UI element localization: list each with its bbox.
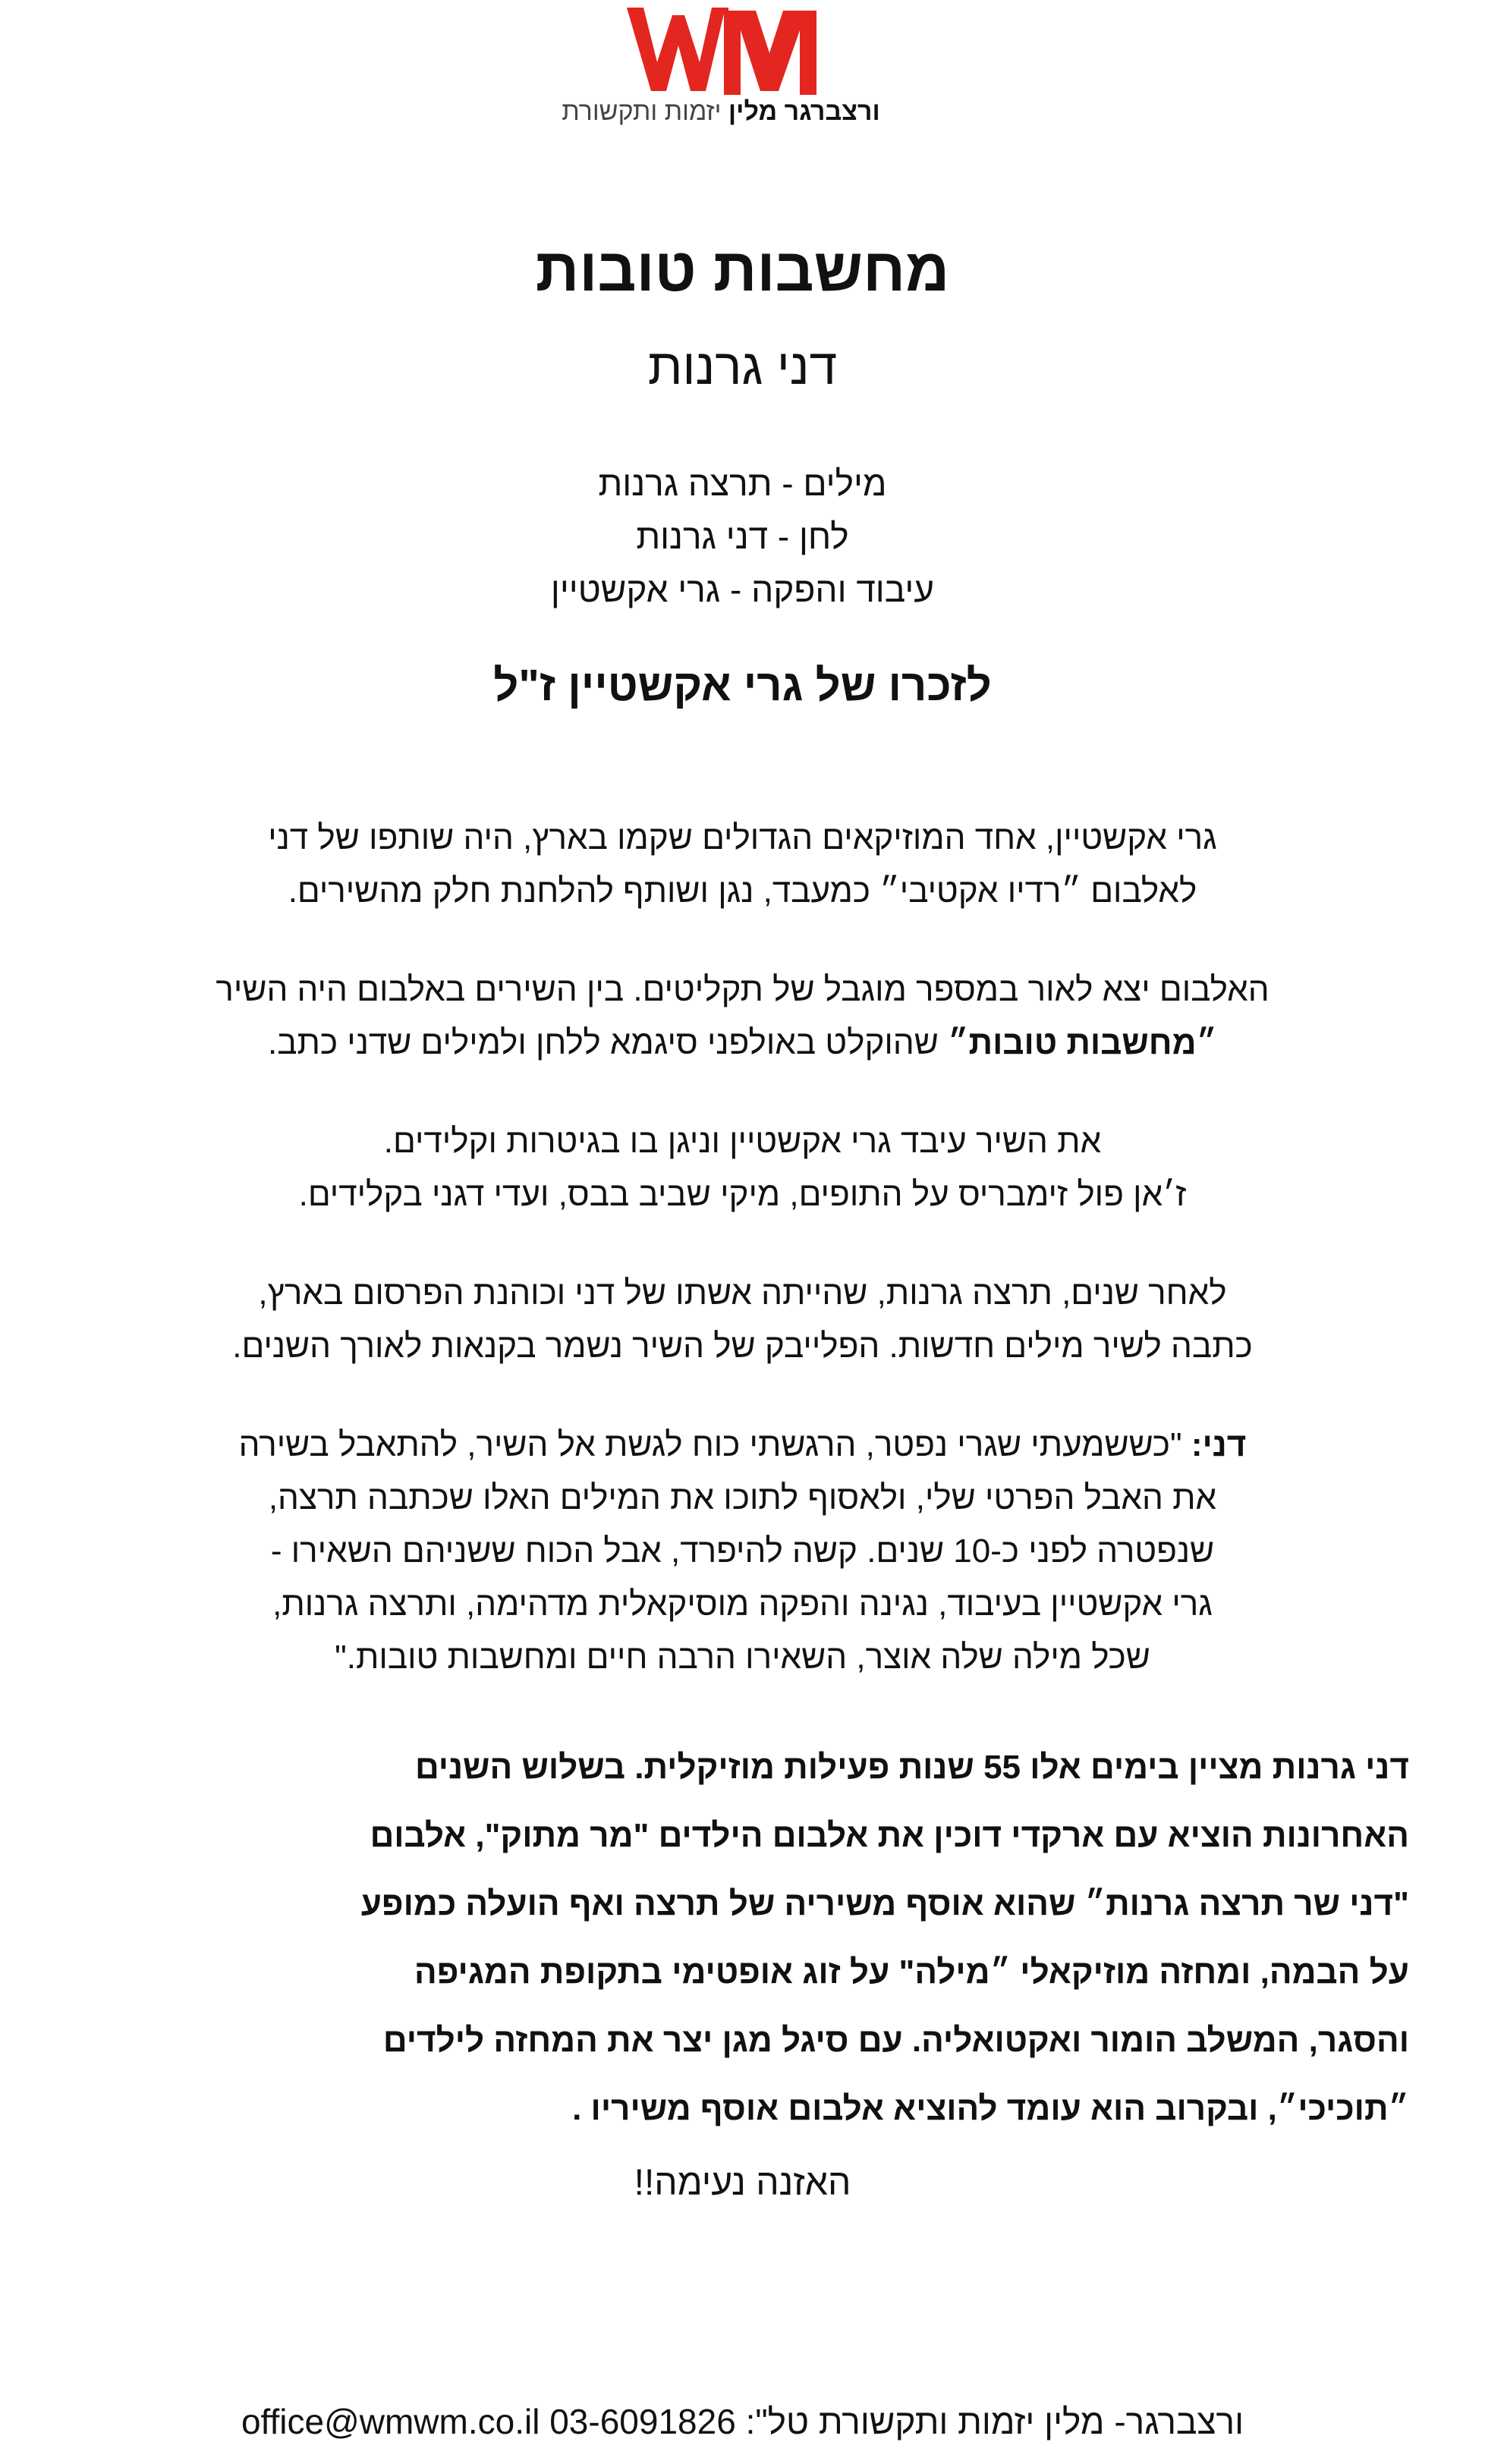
paragraph-bio: [76, 1733, 1409, 2143]
company-name: ורצברגר מלין: [728, 97, 880, 126]
wm-logo: [627, 8, 816, 95]
paragraph-line: שכל מילה שלה אוצר, השאירו הרבה חיים ומחשבות טובות.": [335, 1639, 1150, 1676]
paragraph-line: גרי אקשטיין, אחד המוזיקאים הגדולים שקמו בארץ, היה שותפו של דני: [268, 819, 1217, 856]
credit-lyrics: מילים - תרצה גרנות: [598, 464, 887, 503]
paragraph-line: שנפטרה לפני כ-10 שנים. קשה להיפרד, אבל הכוח ששניהם השאירו -: [270, 1532, 1215, 1570]
paragraph-intro: [76, 812, 1409, 918]
paragraph-line: את האבל הפרטי שלי, ולאסוף לתוכו את המילים האלו שכתבה תרצה,: [268, 1479, 1217, 1516]
song-name-bold: ״מחשבות טובות״: [948, 1024, 1217, 1061]
company-tagline: יזמות ותקשורת: [562, 97, 722, 126]
logo-caption: [531, 97, 911, 127]
quote-speaker: דני:: [1191, 1426, 1247, 1463]
credit-music: לחן - דני גרנות: [636, 517, 849, 556]
paragraph-line: האלבום יצא לאור במספר מוגבל של תקליטים. בין השירים באלבום היה השיר: [216, 971, 1269, 1008]
paragraph-line: לאלבום ״רדיו אקטיבי״ כמעבד, נגן ושותף להלחנת חלק מהשירים.: [288, 872, 1197, 910]
paragraph-line: והסגר, המשלב הומור ואקטואליה. עם סיגל מגן יצר את המחזה לילדים: [382, 2022, 1409, 2059]
paragraph-line: האחרונות הוציא עם ארקדי דוכין את אלבום הילדים "מר מתוק", אלבום: [370, 1817, 1409, 1854]
artist-name: דני גרנות: [647, 338, 838, 394]
paragraph-musicians: [76, 1115, 1409, 1221]
paragraph-album: [46, 963, 1439, 1070]
paragraph-line-rest: שהוקלט באולפני סיגמא ללחן ולמילים שדני כתב.: [268, 1024, 949, 1061]
wm-logo-mark: [627, 8, 816, 95]
paragraph-line: את השיר עיבד גרי אקשטיין וניגן בו בגיטרות וקלידים.: [383, 1123, 1102, 1160]
memorial-line: לזכרו של גרי אקשטיין ז"ל: [493, 661, 992, 710]
paragraph-line-rest: "כששמעתי שגרי נפטר, הרגשתי כוח לגשת אל השיר, להתאבל בשירה: [238, 1426, 1191, 1463]
paragraph-line: על הבמה, ומחזה מוזיקאלי ״מילה" על זוג אופטימי בתקופת המגיפה: [414, 1953, 1409, 1991]
paragraph-line: ״תוכיכי״, ובקרוב הוא עומד להוציא אלבום אוסף משיריו .: [572, 2090, 1409, 2127]
paragraph-line: [46, 1017, 1439, 1070]
closing-line: האזנה נעימה!!: [634, 2163, 851, 2203]
paragraph-line: "דני שר תרצה גרנות״ שהוא אוסף משיריה של תרצה ואף הועלה כמופע: [360, 1885, 1409, 1922]
paragraph-line: [76, 1419, 1409, 1472]
paragraph-quote: [76, 1419, 1409, 1684]
song-title: מחשבות טובות: [535, 236, 950, 303]
paragraph-line: כתבה לשיר מילים חדשות. הפלייבק של השיר נשמר בקנאות לאורך השנים.: [232, 1328, 1253, 1365]
footer-contact: ורצברגר- מלין יזמות ותקשורת טל": 03-6091826 office@wmwm.co.il: [241, 2402, 1244, 2441]
paragraph-lyrics-history: [76, 1267, 1409, 1373]
paragraph-line: גרי אקשטיין בעיבוד, נגינה והפקה מוסיקאלית מדהימה, ותרצה גרנות,: [272, 1586, 1213, 1623]
paragraph-line: לאחר שנים, תרצה גרנות, שהייתה אשתו של דני וכוהנת הפרסום בארץ,: [258, 1274, 1227, 1312]
credit-production: עיבוד והפקה - גרי אקשטיין: [550, 570, 935, 609]
paragraph-line: דני גרנות מציין בימים אלו 55 שנות פעילות מוזיקלית. בשלוש השנים: [415, 1749, 1409, 1786]
paragraph-line: ז׳אן פול זימבריס על התופים, מיקי שביב בבס, ועדי דגני בקלידים.: [298, 1176, 1187, 1213]
